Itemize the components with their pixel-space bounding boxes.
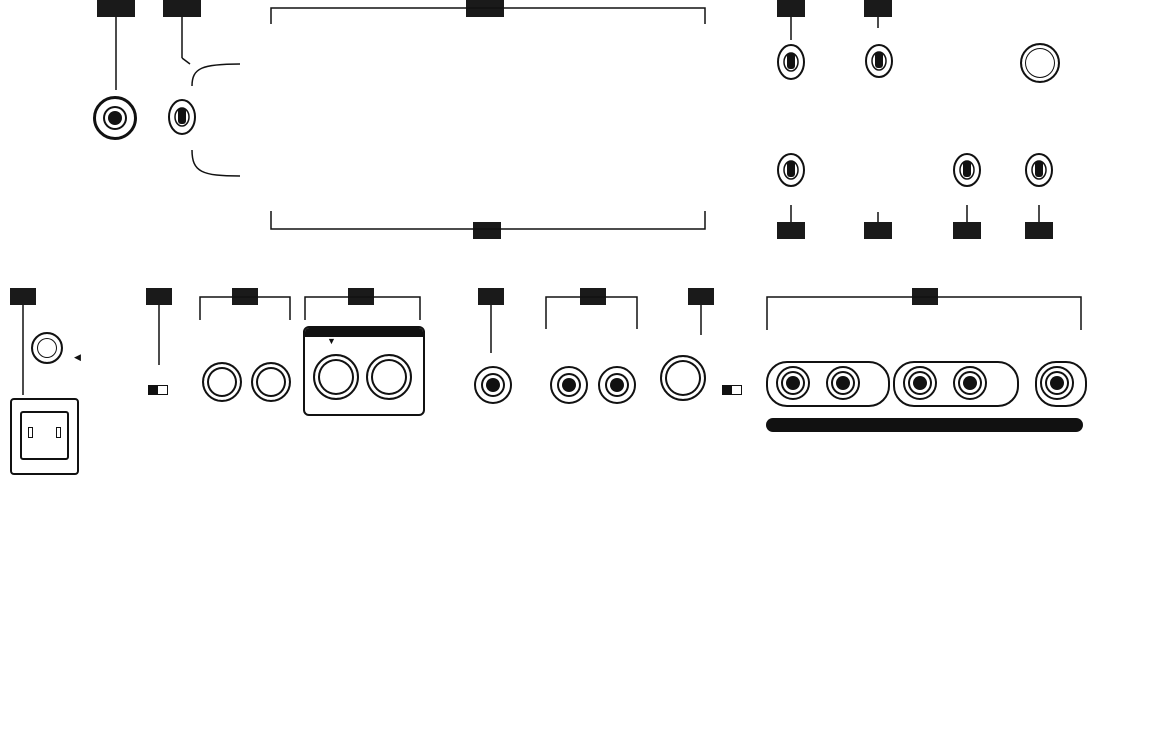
text-column-right bbox=[585, 533, 1150, 537]
voicing-switch[interactable] bbox=[776, 42, 806, 82]
pentode-triode-switch[interactable] bbox=[776, 151, 806, 189]
direct-out-xlr-jack[interactable] bbox=[660, 355, 706, 401]
l6-link-in-jack[interactable] bbox=[313, 354, 359, 400]
speaker-a-jack-1[interactable] bbox=[776, 366, 810, 400]
ground-lift-switch[interactable] bbox=[722, 385, 742, 395]
midi-out-jack[interactable] bbox=[251, 362, 291, 402]
speaker-c-jack[interactable] bbox=[1040, 366, 1074, 400]
footswitch-jack[interactable] bbox=[474, 366, 512, 404]
text-column-left bbox=[0, 534, 566, 540]
l6-link-thru-jack[interactable] bbox=[366, 354, 412, 400]
low-volume-mode-switch[interactable] bbox=[148, 385, 168, 395]
arrow-icon: ◀ bbox=[74, 352, 81, 362]
channel-select-switch[interactable] bbox=[167, 97, 197, 137]
effect-return-jack[interactable] bbox=[550, 366, 588, 404]
power-switch[interactable] bbox=[1024, 151, 1054, 189]
speaker-a-jack-2[interactable] bbox=[826, 366, 860, 400]
down-arrow-icon: ▼ bbox=[327, 336, 336, 346]
standby-switch[interactable] bbox=[952, 151, 982, 189]
class-switch[interactable] bbox=[864, 42, 894, 80]
ac-power-inlet[interactable] bbox=[10, 398, 79, 475]
tube-fuse-holder[interactable] bbox=[31, 332, 63, 364]
effect-send-jack[interactable] bbox=[598, 366, 636, 404]
speaker-b-jack-1[interactable] bbox=[903, 366, 937, 400]
guitar-input-jack[interactable] bbox=[93, 96, 137, 140]
speaker-b-jack-2[interactable] bbox=[953, 366, 987, 400]
midi-in-jack[interactable] bbox=[202, 362, 242, 402]
connect-one-banner bbox=[766, 418, 1083, 432]
power-indicator-lamp bbox=[1020, 43, 1060, 83]
